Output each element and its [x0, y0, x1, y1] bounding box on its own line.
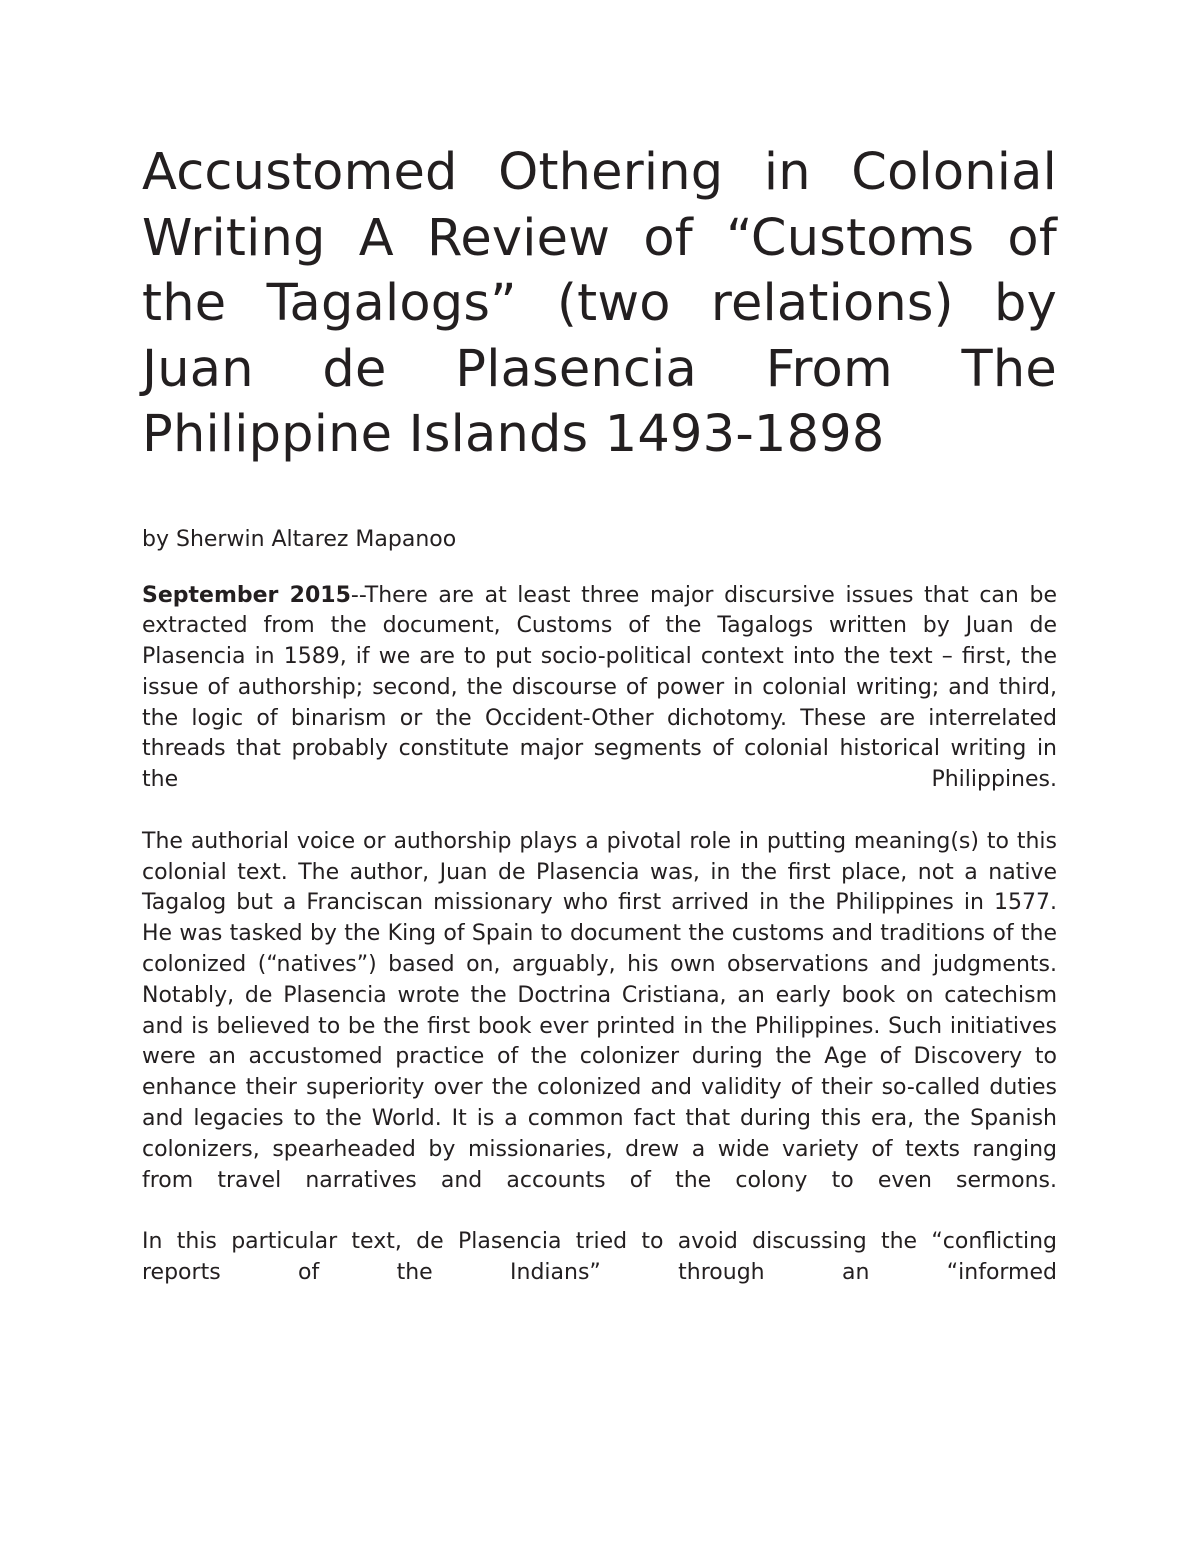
paragraph-1-text: --There are at least three major discursive issues that can be extracted from the document, Customs of the Tagalogs written by Juan de Plasencia in 1589, if we are to put socio-political context into the text – first, the issue of authorship; second, the discourse of power in colonial writing; and third, the logic of binarism or the Occident-Other dichotomy. These are interrelated threads that probably constitute major segments of colonial historical writing in the Philippines.: [142, 582, 1057, 793]
author-byline: by Sherwin Altarez Mapanoo: [142, 526, 457, 552]
document-title: Accustomed Othering in Colonial Writing A Review of “Customs of the Tagalogs” (two relations) by Juan de Plasencia From The Philippine Islands 1493-1898: [142, 143, 1057, 464]
paragraph-1: [142, 581, 1057, 797]
paragraph-2: The authorial voice or authorship plays a pivotal role in putting meaning(s) to this colonial text. The author, Juan de Plasencia was, in the first place, not a native Tagalog but a Franciscan missionary who first arrived in the Philippines in 1577. He was tasked by the King of Spain to document the customs and traditions of the colonized (“natives”) based on, arguably, his own observations and judgments. Notably, de Plasencia wrote the Doctrina Cristiana, an early book on catechism and is believed to be the first book ever printed in the Philippines. Such initiatives were an accustomed practice of the colonizer during the Age of Discovery to enhance their superiority over the colonized and validity of their so-called duties and legacies to the World. It is a common fact that during this era, the Spanish colonizers, spearheaded by missionaries, drew a wide variety of texts ranging from travel narratives and accounts of the colony to even sermons.: [142, 828, 1057, 1193]
dateline: September 2015: [142, 582, 351, 608]
paragraph-3: In this particular text, de Plasencia tried to avoid discussing the “conflicting reports of the Indians” through an “informed: [142, 1229, 1057, 1286]
document-page: [142, 140, 1057, 1289]
